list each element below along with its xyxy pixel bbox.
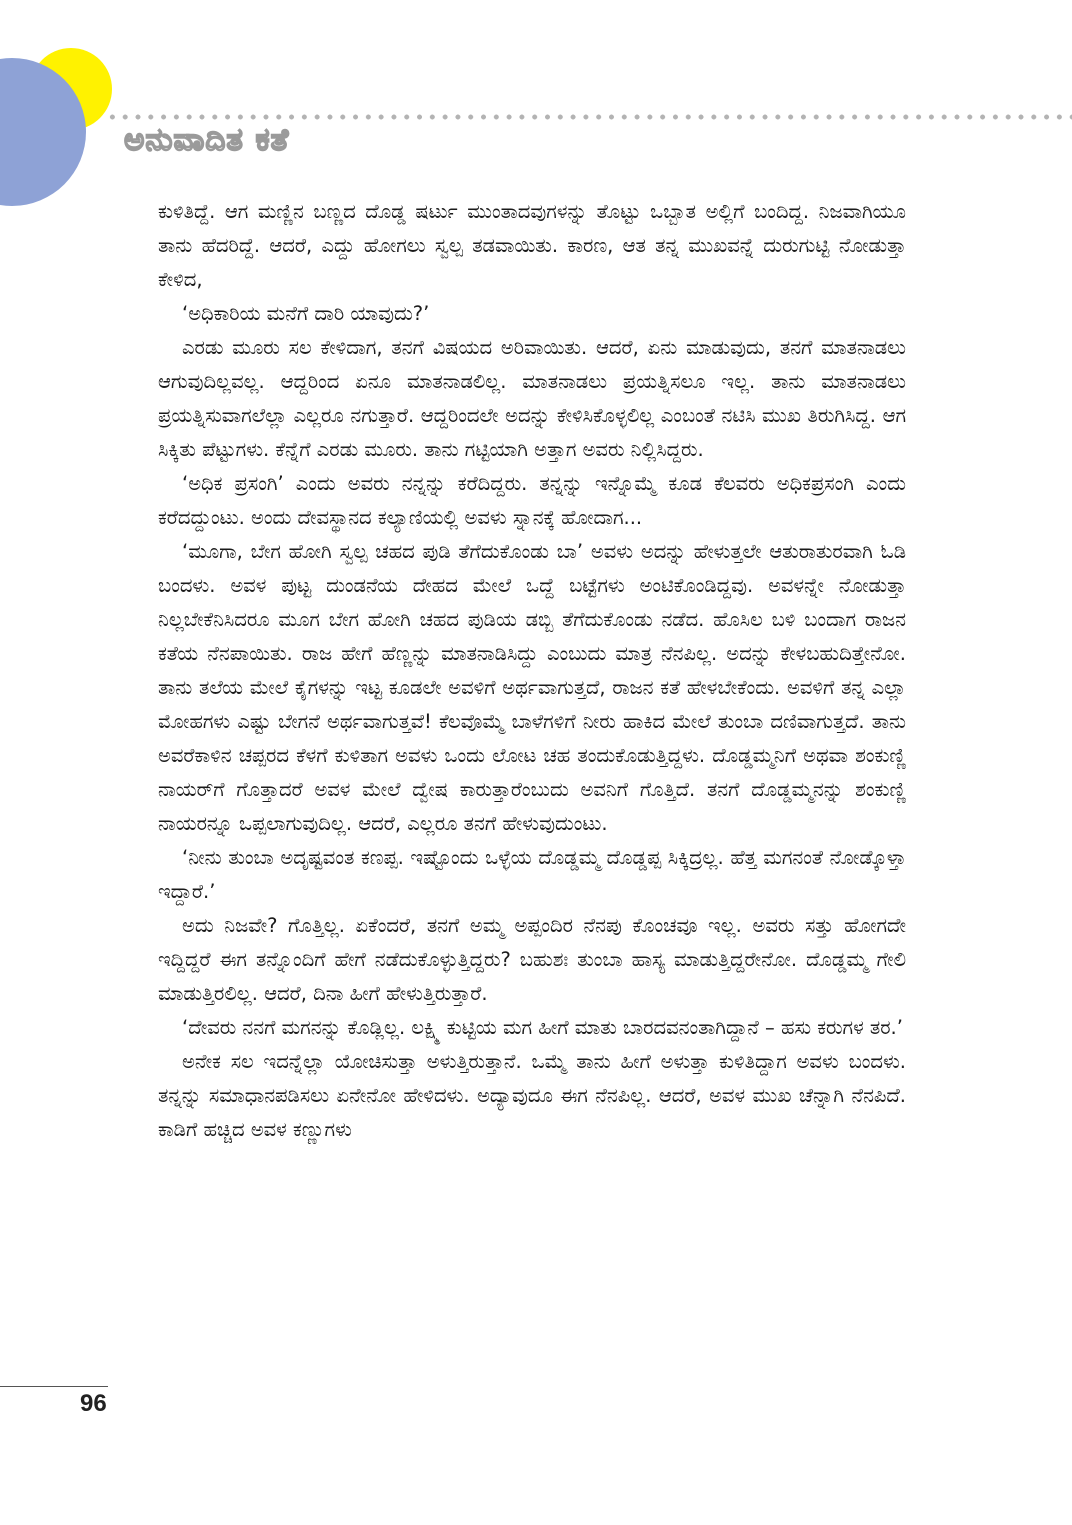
footer-rule — [0, 1386, 108, 1387]
section-title: ಅನುವಾದಿತ ಕತೆ — [124, 122, 290, 158]
story-body — [158, 195, 906, 1147]
paragraph: ಅನೇಕ ಸಲ ಇದನ್ನೆಲ್ಲಾ ಯೋಚಿಸುತ್ತಾ ಅಳುತ್ತಿರುತ್ತಾನೆ. ಒಮ್ಮೆ ತಾನು ಹೀಗೆ ಅಳುತ್ತಾ ಕುಳಿತಿದ್ದಾಗ ಅವಳು ಬಂದಳು. ತನ್ನನ್ನು ಸಮಾಧಾನಪಡಿಸಲು ಏನೇನೋ ಹೇಳಿದಳು. ಅದ್ಯಾವುದೂ ಈಗ ನೆನಪಿಲ್ಲ. ಆದರೆ, ಅವಳ ಮುಖ ಚೆನ್ನಾಗಿ ನೆನಪಿದೆ. ಕಾಡಿಗೆ ಹಚ್ಚಿದ ಅವಳ ಕಣ್ಣುಗಳು — [158, 1050, 906, 1141]
page-number: 96 — [80, 1390, 107, 1417]
paragraph: ‘ಅಧಿಕಾರಿಯ ಮನೆಗೆ ದಾರಿ ಯಾವುದು?’ — [182, 302, 430, 325]
paragraph: ಕುಳಿತಿದ್ದೆ. ಆಗ ಮಣ್ಣಿನ ಬಣ್ಣದ ದೊಡ್ಡ ಷರ್ಟು ಮುಂತಾದವುಗಳನ್ನು ತೊಟ್ಟು ಒಬ್ಬಾತ ಅಲ್ಲಿಗೆ ಬಂದಿದ್ದ. ನಿಜವಾಗಿಯೂ ತಾನು ಹೆದರಿದ್ದೆ. ಆದರೆ, ಎದ್ದು ಹೋಗಲು ಸ್ವಲ್ಪ ತಡವಾಯಿತು. ಕಾರಣ, ಆತ ತನ್ನ ಮುಖವನ್ನೆ ದುರುಗುಟ್ಟಿ ನೋಡುತ್ತಾ ಕೇಳಿದ, — [158, 200, 906, 291]
paragraph: ‘ಅಧಿಕ ಪ್ರಸಂಗಿ’ ಎಂದು ಅವರು ನನ್ನನ್ನು ಕರೆದಿದ್ದರು. ತನ್ನನ್ನು ಇನ್ನೊಮ್ಮೆ ಕೂಡ ಕೆಲವರು ಅಧಿಕಪ್ರಸಂಗಿ ಎಂದು ಕರೆದದ್ದುಂಟು. ಅಂದು ದೇವಸ್ಥಾನದ ಕಲ್ಯಾಣಿಯಲ್ಲಿ ಅವಳು ಸ್ನಾನಕ್ಕೆ ಹೋದಾಗ... — [158, 472, 906, 529]
paragraph: ಎರಡು ಮೂರು ಸಲ ಕೇಳಿದಾಗ, ತನಗೆ ವಿಷಯದ ಅರಿವಾಯಿತು. ಆದರೆ, ಏನು ಮಾಡುವುದು, ತನಗೆ ಮಾತನಾಡಲು ಆಗುವುದಿಲ್ಲವಲ್ಲ. ಆದ್ದರಿಂದ ಏನೂ ಮಾತನಾಡಲಿಲ್ಲ. ಮಾತನಾಡಲು ಪ್ರಯತ್ನಿಸಲೂ ಇಲ್ಲ. ತಾನು ಮಾತನಾಡಲು ಪ್ರಯತ್ನಿಸುವಾಗಲೆಲ್ಲಾ ಎಲ್ಲರೂ ನಗುತ್ತಾರೆ. ಆದ್ದರಿಂದಲೇ ಅದನ್ನು ಕೇಳಿಸಿಕೊಳ್ಳಲಿಲ್ಲ ಎಂಬಂತೆ ನಟಿಸಿ ಮುಖ ತಿರುಗಿಸಿದ್ದ. ಆಗ ಸಿಕ್ಕಿತು ಪೆಟ್ಟುಗಳು. ಕೆನ್ನೆಗೆ ಎರಡು ಮೂರು. ತಾನು ಗಟ್ಟಿಯಾಗಿ ಅತ್ತಾಗ ಅವರು ನಿಲ್ಲಿಸಿದ್ದರು. — [158, 336, 906, 461]
paragraph: ‘ನೀನು ತುಂಬಾ ಅದೃಷ್ಟವಂತ ಕಣಪ್ಪ. ಇಷ್ಟೊಂದು ಒಳ್ಳೆಯ ದೊಡ್ಡಮ್ಮ ದೊಡ್ಡಪ್ಪ ಸಿಕ್ಕಿದ್ರಲ್ಲ. ಹೆತ್ತ ಮಗನಂತೆ ನೋಡ್ಕೊಳ್ತಾ ಇದ್ದಾರೆ.’ — [158, 846, 906, 903]
paragraph: ‘ಮೂಗಾ, ಬೇಗ ಹೋಗಿ ಸ್ವಲ್ಪ ಚಹದ ಪುಡಿ ತೆಗೆದುಕೊಂಡು ಬಾ’ ಅವಳು ಅದನ್ನು ಹೇಳುತ್ತಲೇ ಆತುರಾತುರವಾಗಿ ಓಡಿ ಬಂದಳು. ಅವಳ ಪುಟ್ಟ ದುಂಡನೆಯ ದೇಹದ ಮೇಲೆ ಒದ್ದೆ ಬಟ್ಟೆಗಳು ಅಂಟಿಕೊಂಡಿದ್ದವು. ಅವಳನ್ನೇ ನೋಡುತ್ತಾ ನಿಲ್ಲಬೇಕೆನಿಸಿದರೂ ಮೂಗ ಬೇಗ ಹೋಗಿ ಚಹದ ಪುಡಿಯ ಡಬ್ಬಿ ತೆಗೆದುಕೊಂಡು ನಡೆದ. ಹೊಸಿಲ ಬಳಿ ಬಂದಾಗ ರಾಜನ ಕತೆಯ ನೆನಪಾಯಿತು. ರಾಜ ಹೇಗೆ ಹೆಣ್ಣನ್ನು ಮಾತನಾಡಿಸಿದ್ದು ಎಂಬುದು ಮಾತ್ರ ನೆನಪಿಲ್ಲ. ಅದನ್ನು ಕೇಳಬಹುದಿತ್ತೇನೋ. ತಾನು ತಲೆಯ ಮೇಲೆ ಕೈಗಳನ್ನು ಇಟ್ಟ ಕೂಡಲೇ ಅವಳಿಗೆ ಅರ್ಥವಾಗುತ್ತದೆ, ರಾಜನ ಕತೆ ಹೇಳಬೇಕೆಂದು. ಅವಳಿಗೆ ತನ್ನ ಎಲ್ಲಾ ಮೋಹಗಳು ಎಷ್ಟು ಬೇಗನೆ ಅರ್ಥವಾಗುತ್ತವೆ! ಕೆಲವೊಮ್ಮೆ ಬಾಳೆಗಳಿಗೆ ನೀರು ಹಾಕಿದ ಮೇಲೆ ತುಂಬಾ ದಣಿವಾಗುತ್ತದೆ. ತಾನು ಅವರೆಕಾಳಿನ ಚಪ್ಪರದ ಕೆಳಗೆ ಕುಳಿತಾಗ ಅವಳು ಒಂದು ಲೋಟ ಚಹ ತಂದುಕೊಡುತ್ತಿದ್ದಳು. ದೊಡ್ಡಮ್ಮನಿಗೆ ಅಥವಾ ಶಂಕುಣ್ಣಿ ನಾಯರ್‌ಗೆ ಗೊತ್ತಾದರೆ ಅವಳ ಮೇಲೆ ದ್ವೇಷ ಕಾರುತ್ತಾರೆಂಬುದು ಅವನಿಗೆ ಗೊತ್ತಿದೆ. ತನಗೆ ದೊಡ್ಡಮ್ಮನನ್ನು ಶಂಕುಣ್ಣಿ ನಾಯರನ್ನೂ ಒಪ್ಪಲಾಗುವುದಿಲ್ಲ. ಆದರೆ, ಎಲ್ಲರೂ ತನಗೆ ಹೇಳುವುದುಂಟು. — [158, 540, 906, 835]
paragraph: ‘ದೇವರು ನನಗೆ ಮಗನನ್ನು ಕೊಡ್ಲಿಲ್ಲ. ಲಕ್ಷ್ಮಿ ಕುಟ್ಟಿಯ ಮಗ ಹೀಗೆ ಮಾತು ಬಾರದವನಂತಾಗಿದ್ದಾನೆ – ಹಸು ಕರುಗಳ ತರ.’ — [182, 1016, 903, 1039]
paragraph: ಅದು ನಿಜವೇ? ಗೊತ್ತಿಲ್ಲ. ಏಕೆಂದರೆ, ತನಗೆ ಅಮ್ಮ ಅಪ್ಪಂದಿರ ನೆನಪು ಕೊಂಚವೂ ಇಲ್ಲ. ಅವರು ಸತ್ತು ಹೋಗದೇ ಇದ್ದಿದ್ದರೆ ಈಗ ತನ್ನೊಂದಿಗೆ ಹೇಗೆ ನಡೆದುಕೊಳ್ಳುತ್ತಿದ್ದರು? ಬಹುಶಃ ತುಂಬಾ ಹಾಸ್ಯ ಮಾಡುತ್ತಿದ್ದರೇನೋ. ದೊಡ್ಡಮ್ಮ ಗೇಲಿ ಮಾಡುತ್ತಿರಲಿಲ್ಲ. ಆದರೆ, ದಿನಾ ಹೀಗೆ ಹೇಳುತ್ತಿರುತ್ತಾರೆ. — [158, 914, 906, 1005]
dotted-header-rule — [106, 113, 1072, 121]
